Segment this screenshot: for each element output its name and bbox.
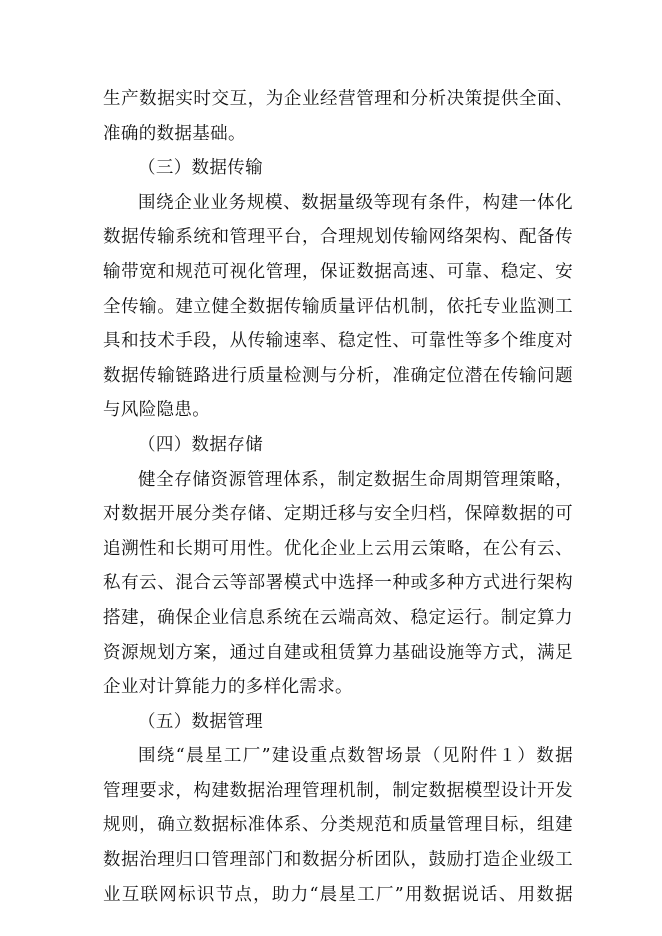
text-line: 搭建，确保企业信息系统在云端高效、稳定运行。制定算力 <box>103 607 573 628</box>
text-line: 规则，确立数据标准体系、分类规范和质量管理目标，组建 <box>103 815 573 836</box>
section-heading: （五）数据管理 <box>138 711 263 732</box>
text-line: 全传输。建立健全数据传输质量评估机制，依托专业监测工 <box>103 296 573 317</box>
text-line: 准确的数据基础。 <box>103 123 246 144</box>
text-line: 管理要求，构建数据治理管理机制，制定数据模型设计开发 <box>103 780 573 801</box>
text-line: 数据传输链路进行质量检测与分析，准确定位潜在传输问题 <box>103 365 573 386</box>
text-line: 生产数据实时交互，为企业经营管理和分析决策提供全面、 <box>103 89 573 109</box>
text-line: 围绕“晨星工厂”建设重点数智场景（见附件１）数据 <box>138 746 573 767</box>
section-heading: （四）数据存储 <box>138 434 263 455</box>
section-heading: （三）数据传输 <box>138 158 263 179</box>
text-line: 业互联网标识节点，助力“晨星工厂”用数据说话、用数据 <box>103 884 573 905</box>
text-line: 资源规划方案，通过自建或租赁算力基础设施等方式，满足 <box>103 642 573 663</box>
text-line: 与风险隐患。 <box>103 400 211 421</box>
text-line: 私有云、混合云等部署模式中选择一种或多种方式进行架构 <box>103 573 573 594</box>
text-line: 数据传输系统和管理平台，合理规划传输网络架构、配备传 <box>103 227 573 248</box>
text-line: 输带宽和规范可视化管理，保证数据高速、可靠、稳定、安 <box>103 261 573 282</box>
text-line: 对数据开展分类存储、定期迁移与安全归档，保障数据的可 <box>103 504 573 525</box>
body-text <box>103 82 573 912</box>
text-line: 追溯性和长期可用性。优化企业上云用云策略，在公有云、 <box>103 538 573 559</box>
text-line: 健全存储资源管理体系，制定数据生命周期管理策略， <box>138 469 573 490</box>
text-line: 企业对计算能力的多样化需求。 <box>103 677 353 698</box>
text-line: 围绕企业业务规模、数据量级等现有条件，构建一体化 <box>138 192 573 213</box>
text-line: 数据治理归口管理部门和数据分析团队，鼓励打造企业级工 <box>103 850 573 871</box>
text-line: 具和技术手段，从传输速率、稳定性、可靠性等多个维度对 <box>103 331 573 352</box>
